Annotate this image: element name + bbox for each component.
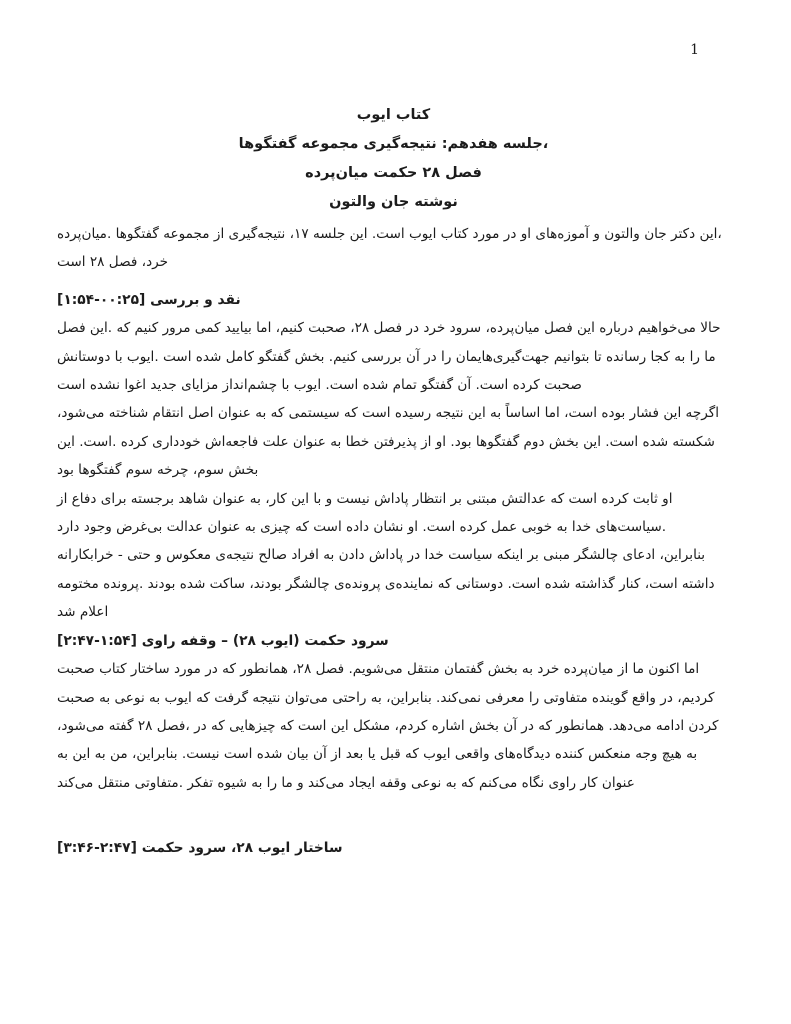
paragraph-review-2: اگرچه این فشار بوده است، اما اساساً به این نتیجه رسیده است که سیستمی که به عنوان اصل انتقام شناخته می‌شود، شکسته شده است. این بخش دوم گفتگوها بود. او از پذیرفتن خطا به عنوان علت فاجعه‌اش خودداری کرده .است. این بخش سوم، چرخه سوم گفتگوها بود xyxy=(57,405,719,479)
title-line-book: کتاب ایوب xyxy=(356,107,431,123)
paragraph-review-3: او ثابت کرده است که عدالتش مبتنی بر انتظار پاداش نیست و با این کار، به عنوان شاهد برجسته برای دفاع از .سیاست‌های خدا به خوبی عمل کرده است. او نشان داده است که چیزی به عنوان عدالت بی‌غرض وجود دارد xyxy=(57,490,673,536)
paragraph-review-1: حالا می‌خواهیم درباره این فصل میان‌پرده، سرود خرد در فصل ۲۸، صحبت کنیم، اما بیایید کمی مرور کنیم که .این فصل ما را به کجا رسانده تا بتوانیم جهت‌گیری‌هایمان را در آن بررسی کنیم. بخش گفتگو کامل شده است .ایوب با دوستانش صحبت کرده است. آن گفتگو تمام شده است. ایوب با چشم‌انداز مزایای جدید اغوا نشده است xyxy=(57,320,721,394)
paragraph-review-4: بنابراین، ادعای چالشگر مبنی بر اینکه سیاست خدا در پاداش دادن به افراد صالح نتیجه‌ی معکوس و حتی - خرابکارانه داشته است، کنار گذاشته شده است. دوستانی که نماینده‌ی پرونده‌ی چالشگر بودند، ساکت شده بودند .پرونده مختومه اعلام شد xyxy=(57,547,715,621)
document-body xyxy=(57,220,730,863)
section-heading-structure: ساختار ایوب ۲۸، سرود حکمت [۲:۴۷-۳:۴۶] xyxy=(57,840,343,857)
title-line-author: نوشته جان والتون xyxy=(329,194,458,210)
section-heading-wisdom-hymn: سرود حکمت (ایوب ۲۸) – وقفه راوی [۱:۵۴-۲:۴۷] xyxy=(57,632,389,649)
page-number: 1 xyxy=(690,42,699,58)
title-block xyxy=(57,0,730,217)
section-heading-review: نقد و بررسی [۰۰:۲۵-۱:۵۴] xyxy=(57,291,241,308)
title-line-chapter: فصل ۲۸ حکمت میان‌پرده xyxy=(305,165,482,181)
paragraph-intro: ،این دکتر جان والتون و آموزه‌های او در مورد کتاب ایوب است. این جلسه ۱۷، نتیجه‌گیری از مجموعه گفتگوها .میان‌پرده خرد، فصل ۲۸ است xyxy=(57,226,722,271)
paragraph-wisdom-hymn: اما اکنون ما از میان‌پرده خرد به بخش گفتمان منتقل می‌شویم. فصل ۲۸، همانطور که در مورد ساختار کتاب صحبت کردیم، در واقع گوینده متفاوتی را معرفی نمی‌کند. بنابراین، به راحتی می‌توان نتیجه گرفت که ایوب به نوعی به صحبت کردن ادامه می‌دهد. همانطور که در آن بخش اشاره کردم، مشکل این است که چیزهایی که در ،فصل ۲۸ گفته می‌شود، به هیچ وجه منعکس کننده دیدگاه‌های واقعی ایوب که قبل یا بعد از آن بیان شده است نیست. بنابراین، من به این به عنوان کار راوی نگاه می‌کنم که به نوعی وقفه ایجاد می‌کند و ما را به شیوه تفکر .متفاوتی منتقل می‌کند xyxy=(57,661,719,791)
title-line-session: ،جلسه هفدهم: نتیجه‌گیری مجموعه گفتگوها xyxy=(238,136,549,152)
